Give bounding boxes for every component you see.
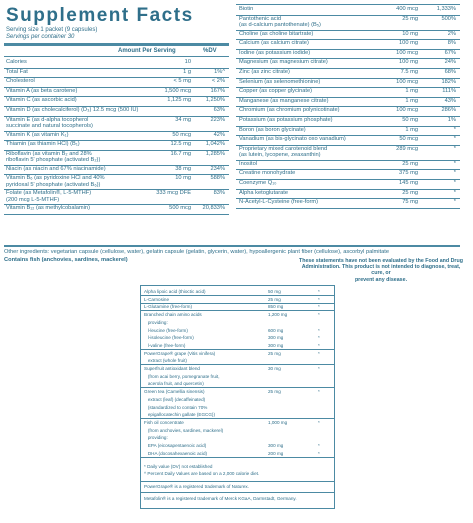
nutrient-dv: 67% <box>444 49 456 56</box>
ingredient-dv: * <box>318 419 320 425</box>
nutrient-name: N-Acetyl-L-Cysteine (free-form) <box>239 199 319 206</box>
nutrient-name: Coenzyme Q₁₀ <box>239 180 277 186</box>
nutrient-name-detail: (200 mcg L-5-MTHF) <box>6 196 60 203</box>
serving-size: Serving size 1 packet (9 capsules) <box>6 27 98 33</box>
nutrient-name: Choline (as choline bitartrate) <box>239 30 314 37</box>
ingredient-name: l-leucine (free-form) <box>144 327 188 333</box>
ingredient-amount: 25 mg <box>268 389 281 395</box>
nutrient-amount: 1,125 mg <box>167 97 191 104</box>
nutrient-dv: 8% <box>447 40 456 47</box>
ingredient-amount: 600 mg <box>268 327 284 333</box>
nutrient-amount: 7.5 mg <box>400 69 418 75</box>
ingredient-name: PowerGrape® grape (Vitis vinifera) <box>144 350 216 356</box>
nutrient-amount: 145 mg <box>399 180 418 186</box>
nutrient-amount: 10 mg <box>175 175 191 182</box>
ingredient-amount: 1,000 mg <box>268 419 288 425</box>
nutrient-dv: 1,333% <box>436 6 456 12</box>
ingredient-amount: 30 mg <box>268 366 281 371</box>
nutrient-name: Niacin (as niacin and 67% niacinamide) <box>6 165 106 172</box>
ingredient-amount: 1,200 mg <box>268 312 288 318</box>
nutrient-name: Calories <box>6 59 27 65</box>
nutrient-name: Calcium (as calcium citrate) <box>239 40 309 47</box>
ingredient-dv: * <box>318 304 320 310</box>
ingredient-dv: * <box>318 350 320 356</box>
ingredient-dv: * <box>318 335 320 341</box>
nutrient-amount: 25 mg <box>402 15 418 22</box>
nutrient-amount: 289 mcg <box>396 145 418 152</box>
nutrient-dv: 182% <box>441 78 456 85</box>
nutrient-name-detail: succinate and natural tocopherols) <box>6 123 93 130</box>
nutrient-name: Vitamin A (as beta carotene) <box>6 87 78 94</box>
nutrient-name: Chromium (as chromium polynicotinate) <box>239 107 340 114</box>
nutrient-name: Copper (as copper glycinate) <box>239 88 313 95</box>
nutrient-name: Alpha ketoglutarate <box>239 189 289 196</box>
ingredient-amount: 200 mg <box>268 450 284 456</box>
nutrient-amount: 1 mg <box>405 126 418 133</box>
ingredient-name: l-isoleucine (free-form) <box>144 335 194 341</box>
nutrient-dv: 1,042% <box>205 141 225 148</box>
nutrient-name: Proprietary mixed carotenoid blend <box>239 145 328 152</box>
ingredient-dv: * <box>318 443 320 448</box>
nutrient-dv: 63% <box>213 107 225 113</box>
nutrient-name: Boron (as boron glycinate) <box>239 126 306 133</box>
nutrient-dv: 83% <box>213 190 225 197</box>
nutrient-dv: * <box>453 160 456 167</box>
nutrient-name: Pantothenic acid <box>239 15 282 22</box>
nutrient-dv: 286% <box>441 107 456 114</box>
nutrient-name: Vitamin B₆ (as pyridoxine HCl and 40% <box>6 175 105 182</box>
nutrient-name: Zinc (as zinc citrate) <box>239 69 290 75</box>
ingredient-name: DHA (docosahexaenoic acid) <box>144 450 208 456</box>
nutrient-dv: 1,285% <box>205 150 225 157</box>
nutrient-name-detail: (as lutein, lycopene, zeaxanthin) <box>239 152 321 159</box>
servings-per-container: Servings per container 30 <box>6 34 75 40</box>
amount-per-serving-header: Amount Per Serving <box>118 48 176 54</box>
nutrient-name: Magnesium (as magnesium citrate) <box>239 59 328 66</box>
nutrient-name: Inositol <box>239 160 258 167</box>
ingredient-dv: * <box>318 312 320 318</box>
nutrient-amount: 1 mg <box>405 88 418 95</box>
nutrient-dv: 111% <box>442 88 456 95</box>
ingredient-name: extract (leaf) (decaffeinated) <box>144 396 206 402</box>
nutrient-dv: 1,250% <box>205 97 225 104</box>
nutrient-dv: * <box>453 170 456 177</box>
right_rows-row <box>236 145 460 161</box>
nutrient-name: Cholesterol <box>6 78 35 85</box>
nutrient-dv: 68% <box>444 69 456 75</box>
nutrient-dv: * <box>453 180 456 186</box>
nutrient-name: Vitamin K (as vitamin K₁) <box>6 131 69 138</box>
nutrient-name-detail: (as d-calcium pantothenate) (B₅) <box>239 22 321 29</box>
nutrient-name: Thiamin (as thiamin HCl) (B₁) <box>6 141 80 148</box>
ingredient-name: (standardized to contain 70% <box>144 404 208 410</box>
other-ingredients: Other ingredients: vegetarian capsule (cellulose, water), gelatin capsule (gelatin, glycerin, water), hypoallergenic plant fiber (cellulose), ascorbyl palmitate <box>4 249 390 255</box>
nutrient-amount: 50 mg <box>402 117 418 123</box>
ingredient-amount: 850 mg <box>268 304 284 310</box>
nutrient-amount: 1,500 mcg <box>164 87 191 94</box>
nutrient-amount: 25 mg <box>402 189 418 196</box>
nutrient-name: Vitamin D (as cholecalciferol) (D₃) 12.5 mcg (500 IU) <box>6 107 139 113</box>
ingredient-dv: * <box>318 327 320 333</box>
ingredient-name: (from acai berry, pomegranate fruit, <box>144 373 220 379</box>
nutrient-amount: 100 mcg <box>396 78 418 85</box>
nutrient-amount: 50 mcg <box>172 131 191 138</box>
ingredient-name: providing: <box>144 319 168 325</box>
nutrient-amount: 100 mcg <box>396 107 418 114</box>
nutrient-name: Vitamin C (as ascorbic acid) <box>6 97 77 104</box>
nutrient-dv: 2% <box>447 30 456 37</box>
ingredient-name: L-Carnosine <box>144 296 170 302</box>
nutrient-amount: 75 mg <box>402 199 418 206</box>
nutrient-amount: 38 mg <box>175 165 191 172</box>
nutrient-name: Creatine monohydrate <box>239 170 296 177</box>
nutrient-dv: 24% <box>444 59 456 66</box>
nutrient-name: Riboflavin (as vitamin B₂ and 28% <box>6 150 92 157</box>
ingredient-name: extract (whole fruit) <box>144 358 187 364</box>
dv-header: %DV <box>203 48 217 54</box>
ingredient-name: Alpha lipoic acid (thioctic acid) <box>144 289 206 294</box>
nutrient-amount: 400 mcg <box>396 6 418 12</box>
nutrient-amount: 16.7 mg <box>170 150 191 157</box>
nutrient-dv: * <box>453 126 456 133</box>
nutrient-name-detail: pyridoxal 5' phosphate (activated B₆)) <box>6 181 101 188</box>
nutrient-amount: 1 g <box>183 68 191 75</box>
nutrient-name: Vitamin B₁₂ (as methylcobalamin) <box>6 205 90 212</box>
ingredient-name: EPA (eicosapentaenoic acid) <box>144 443 207 448</box>
left_rows-row <box>4 189 229 205</box>
fda-line: These statements have not been evaluated by the Food and Drug <box>299 258 463 264</box>
nutrient-dv: 234% <box>210 165 225 172</box>
ingredient-name: l-valine (free-form) <box>144 342 186 348</box>
right_rows-row <box>236 198 460 209</box>
ingredient-amount: 25 mg <box>268 296 281 302</box>
nutrient-name-detail: riboflavin 5' phosphate (activated B₂)) <box>6 157 101 164</box>
nutrient-name: Manganese (as manganese citrate) <box>239 97 329 104</box>
nutrient-name: Total Fat <box>6 68 28 75</box>
left_rows-row <box>4 116 229 132</box>
fda-line: Administration. This product is not intended to diagnose, treat, cure, or <box>301 264 461 277</box>
nutrient-dv: * <box>453 199 456 206</box>
fda-line: prevent any disease. <box>354 276 408 283</box>
left_rows-row <box>4 174 229 190</box>
nutrient-amount: 10 <box>184 59 191 65</box>
ingredient-name: (from anchovies, sardines, mackerel) <box>144 427 224 433</box>
nutrient-name: Iodine (as potassium iodide) <box>239 49 311 56</box>
ingredient-dv: * <box>318 450 320 456</box>
ingredient-dv: * <box>318 289 320 294</box>
ingredient-dv: * <box>318 366 320 371</box>
supplement-facts-title: Supplement Facts <box>6 5 194 26</box>
ingredient-dv: * <box>318 296 320 302</box>
nutrient-amount: 100 mg <box>399 59 418 66</box>
fda-statement <box>296 258 466 283</box>
left_rows-row <box>4 204 229 215</box>
nutrient-amount: 100 mg <box>399 40 418 47</box>
ingredient-name: Green tea (Camellia sinensis) <box>144 389 205 395</box>
nutrient-amount: 1 mg <box>405 97 418 104</box>
nutrient-amount: 25 mg <box>402 160 418 167</box>
nutrient-amount: 375 mg <box>399 170 418 177</box>
nutrient-dv: 167% <box>210 87 225 94</box>
ingredient-name: epigallocatechin gallate (EGCG)) <box>144 412 215 418</box>
nutrient-dv: 42% <box>213 131 225 138</box>
ingredient-name: providing: <box>144 435 168 441</box>
nutrient-dv: 43% <box>444 97 456 104</box>
ingredient-dv: * <box>318 389 320 395</box>
ingredient-name: Branched chain amino acids <box>144 312 202 318</box>
nutrient-name: Potassium (as potassium phosphate) <box>239 117 333 123</box>
nutrient-amount: 500 mcg <box>169 205 191 212</box>
ingredient-name: L-Glutamine (free-form) <box>144 304 192 310</box>
ingredient-amount: 300 mg <box>268 335 284 341</box>
nutrient-amount: 50 mcg <box>399 136 418 143</box>
ingredient-name: Fish oil concentrate <box>144 419 184 425</box>
nutrient-dv: 500% <box>441 15 456 22</box>
nutrient-dv: * <box>453 136 456 143</box>
nutrient-dv: 20,833% <box>202 205 225 212</box>
nutrient-amount: 10 mg <box>402 30 418 37</box>
right_rows-row <box>236 15 460 31</box>
nutrient-amount: 12.5 mg <box>170 141 191 148</box>
nutrient-dv: 1%^ <box>214 68 225 75</box>
contains-allergen: Contains fish (anchovies, sardines, mackerel) <box>4 257 128 263</box>
nutrient-dv: 1% <box>447 117 456 123</box>
ingredient-amount: 300 mg <box>268 342 284 348</box>
ingredient-name: acerola fruit, and quercetin) <box>144 381 204 387</box>
nutrient-dv: * <box>453 145 456 152</box>
ingredient-amount: 300 mg <box>268 443 284 448</box>
ingredient-amount: 50 mg <box>268 289 281 294</box>
nutrient-dv: 223% <box>210 116 225 123</box>
nutrient-amount: 100 mcg <box>396 49 418 56</box>
nutrient-dv: 588% <box>210 175 225 182</box>
nutrient-name: Selenium (as selenomethionine) <box>239 78 321 85</box>
ingredient-dv: * <box>318 342 320 348</box>
nutrient-name: Biotin <box>239 6 254 12</box>
nutrient-name: Folate (as Metafolin®, L-5-MTHF) <box>6 190 92 197</box>
nutrient-name: Vitamin E (as d-alpha tocopherol <box>6 116 89 123</box>
nutrient-amount: < 5 mg <box>173 78 191 85</box>
continued-facts-box: Alpha lipoic acid (thioctic acid) 50 mg * L-Carnosine 25 mg * L-Glutamine (free-form) 850 mg * Branched chain amino acids 1,200 mg * providing: l-leucine (free-form) 600 mg * l-isoleucine (free-form) 300 mg * l-valine (free-form) 300 mg * PowerGrape® grape (Vitis vinifera) 25 mg * extract (whole fruit) Superfruit antioxidant blend 30 mg * (from acai berry, pomegranate fruit, acerola fruit, and quercetin) Green tea (Camellia sinensis) 25 mg * extract (leaf) (decaffeinated) (standardized to contain 70% epigallocatechin gallate (EGCG)) Fish oil concentrate 1,000 mg * (from anchovies, sardines, mackerel) providing: EPA (eicosapentaenoic acid) 300 mg * DHA (docosahexaenoic acid) 200 mg * * Daily value (DV) not established ^ Percent Daily Values are based on a 2,000 calorie diet. PowerGrape® is a registered trademark of Naturex. Metafolin® is a registered trademark of Merck KGaA, Darmstadt, Germany. <box>140 285 335 509</box>
nutrient-amount: 333 mcg DFE <box>156 190 191 197</box>
nutrient-amount: 34 mg <box>175 116 191 123</box>
nutrient-name: Vanadium (as bis-glycinato oxo vanadium) <box>239 136 346 143</box>
ingredient-name: Superfruit antioxidant blend <box>144 366 200 371</box>
left_rows-row <box>4 150 229 166</box>
nutrient-dv: < 2% <box>211 78 225 85</box>
nutrient-dv: * <box>453 189 456 196</box>
ingredient-amount: 25 mg <box>268 350 281 356</box>
